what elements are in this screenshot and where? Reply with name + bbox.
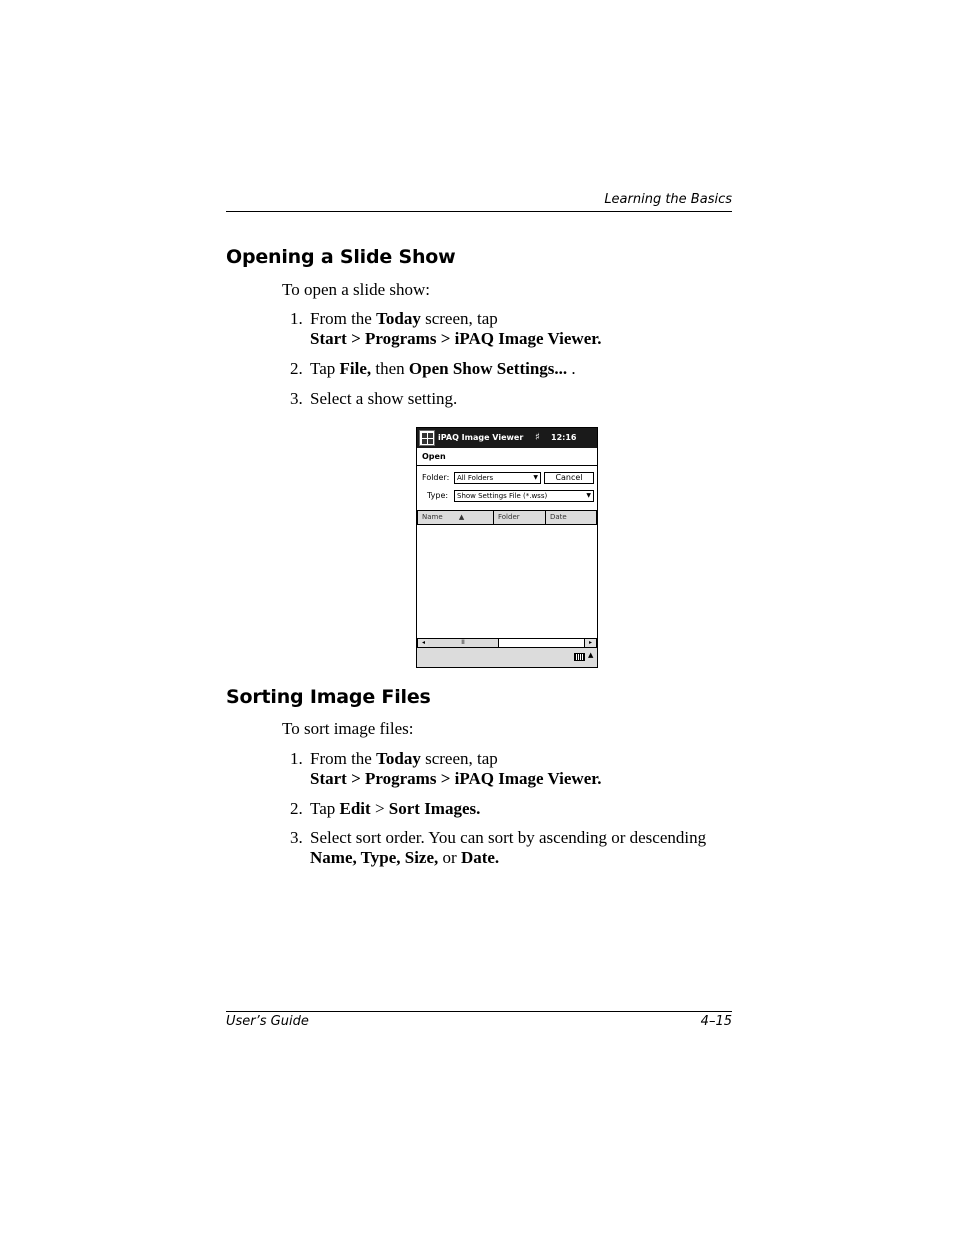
running-header: Learning the Basics	[604, 192, 732, 207]
footer-rule	[226, 1011, 732, 1012]
section-heading-sorting-image-files: Sorting Image Files	[226, 686, 431, 708]
device-title-bar	[417, 428, 597, 448]
horizontal-scrollbar[interactable]	[417, 638, 597, 648]
windows-start-icon[interactable]	[419, 430, 435, 446]
folder-label: Folder:	[422, 473, 450, 482]
folder-dropdown[interactable]: All Folders ▼	[454, 472, 541, 484]
section2-step-2: 2. Tap Edit > Sort Images.	[290, 799, 481, 818]
section2-step-3: 3. Select sort order. You can sort by ascending or descending Name, Type, Size, or Date.	[290, 828, 707, 867]
section1-intro: To open a slide show:	[282, 280, 431, 299]
device-clock: 12:16	[551, 433, 577, 442]
section2-step-1: 1. From the Today screen, tap Start > Programs > iPAQ Image Viewer.	[290, 749, 602, 788]
section2-intro: To sort image files:	[282, 719, 414, 738]
device-app-title: iPAQ Image Viewer	[438, 433, 524, 442]
dialog-title: Open	[422, 452, 446, 461]
scroll-left-icon[interactable]: ◂	[417, 639, 430, 647]
scroll-thumb[interactable]: II	[428, 639, 499, 647]
column-header-date[interactable]: Date	[545, 510, 597, 525]
sort-ascending-icon: ▲	[458, 513, 465, 521]
column-header-folder[interactable]: Folder	[493, 510, 546, 525]
type-label: Type:	[427, 491, 449, 500]
chevron-down-icon: ▼	[586, 492, 591, 499]
section1-step-3: 3. Select a show setting.	[290, 389, 458, 408]
header-rule	[226, 211, 732, 212]
section1-step-1: 1. From the Today screen, tap Start > Programs > iPAQ Image Viewer.	[290, 309, 602, 348]
scroll-right-icon[interactable]: ▸	[584, 639, 597, 647]
footer-guide-title: User’s Guide	[226, 1014, 309, 1029]
section-heading-opening-slide-show: Opening a Slide Show	[226, 246, 456, 268]
dialog-divider	[417, 465, 597, 466]
section1-step-2: 2. Tap File, then Open Show Settings... .	[290, 359, 576, 378]
chevron-down-icon: ▼	[533, 474, 538, 481]
cancel-button[interactable]: Cancel	[544, 472, 594, 484]
type-dropdown[interactable]: Show Settings File (*.wss) ▼	[454, 490, 594, 502]
keyboard-icon[interactable]	[574, 653, 585, 661]
input-panel-arrow-icon[interactable]: ▲	[588, 651, 594, 659]
column-header-name[interactable]: Name ▲	[417, 510, 494, 525]
device-menu-bar	[417, 648, 597, 667]
speaker-icon[interactable]: ♯	[535, 432, 540, 443]
page-number: 4–15	[700, 1014, 732, 1029]
device-screenshot	[416, 427, 598, 668]
